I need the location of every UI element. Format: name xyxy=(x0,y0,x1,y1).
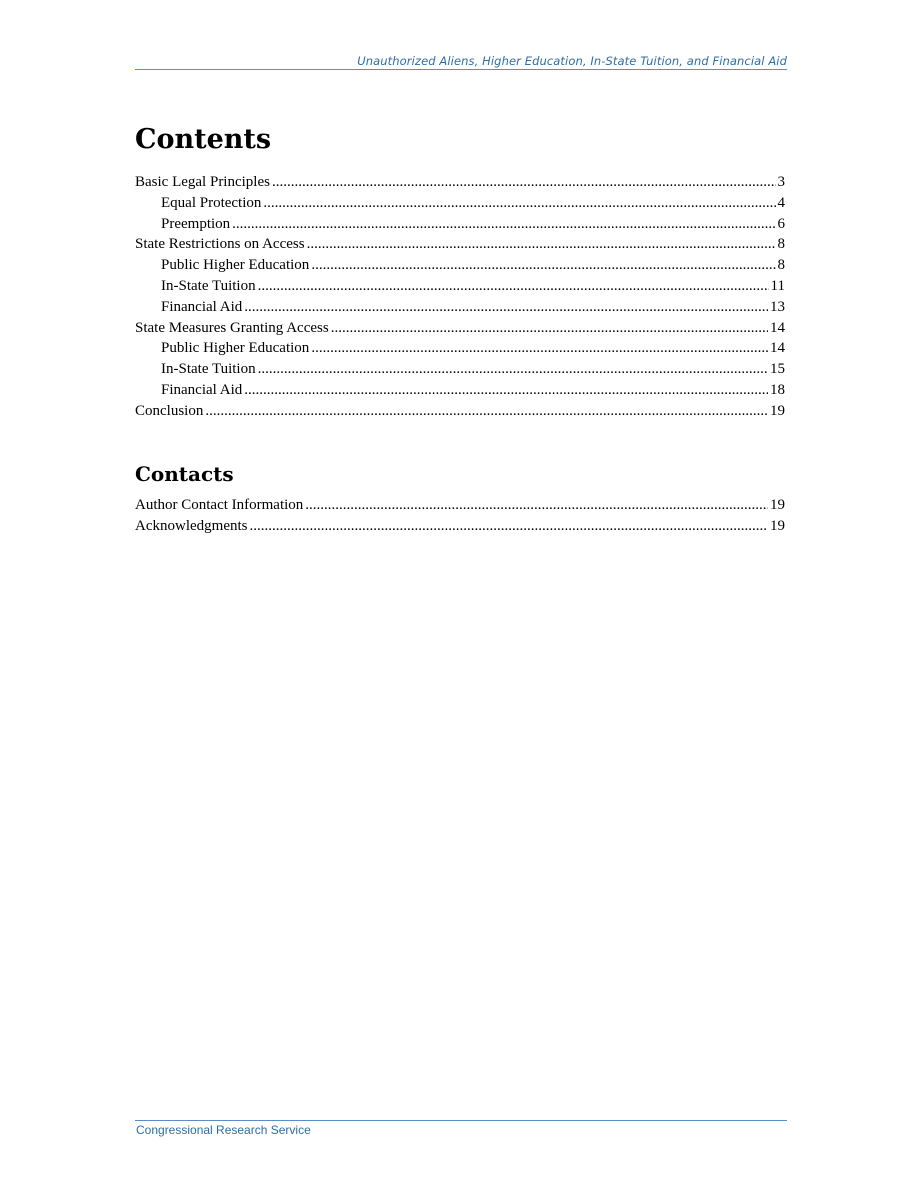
toc-leader-dots xyxy=(311,257,775,274)
toc-entry-page: 3 xyxy=(777,174,785,190)
toc-entry-state-restrictions-on-access[interactable] xyxy=(135,236,785,257)
toc-entry-page: 4 xyxy=(777,194,785,211)
toc-entry-title: In-State Tuition xyxy=(161,361,256,378)
toc-leader-dots xyxy=(244,299,768,316)
toc-entry-restrictions-financial-aid[interactable] xyxy=(135,299,785,320)
toc-entry-title: In-State Tuition xyxy=(161,277,256,294)
footer-organization: Congressional Research Service xyxy=(136,1123,311,1137)
toc-entry-title: Basic Legal Principles xyxy=(135,174,270,190)
contents-list xyxy=(135,174,785,424)
running-header: Unauthorized Aliens, Higher Education, In-State Tuition, and Financial Aid xyxy=(357,54,787,68)
contacts-heading: Contacts xyxy=(135,462,234,486)
toc-leader-dots xyxy=(258,278,769,295)
toc-entry-basic-legal-principles[interactable] xyxy=(135,174,785,195)
toc-leader-dots xyxy=(232,216,775,233)
toc-leader-dots xyxy=(258,361,768,378)
toc-entry-page: 6 xyxy=(777,215,785,232)
toc-entry-acknowledgments[interactable] xyxy=(135,518,785,539)
toc-leader-dots xyxy=(244,382,768,399)
contents-heading: Contents xyxy=(135,124,272,155)
header-rule xyxy=(135,69,787,70)
toc-leader-dots xyxy=(272,174,776,191)
toc-entry-page: 11 xyxy=(770,277,785,294)
toc-entry-page: 13 xyxy=(770,298,785,315)
toc-entry-conclusion[interactable] xyxy=(135,403,785,424)
toc-entry-title: Conclusion xyxy=(135,402,204,419)
toc-leader-dots xyxy=(263,195,775,212)
toc-entry-page: 14 xyxy=(770,340,785,357)
toc-entry-title: State Restrictions on Access xyxy=(135,236,305,253)
toc-entry-title: Equal Protection xyxy=(161,194,262,211)
toc-entry-title: Preemption xyxy=(161,215,231,232)
toc-leader-dots xyxy=(205,403,768,420)
toc-entry-granting-public-higher-education[interactable] xyxy=(135,340,785,361)
toc-entry-page: 15 xyxy=(770,361,785,378)
toc-leader-dots xyxy=(331,320,768,337)
toc-entry-page: 19 xyxy=(770,497,785,513)
toc-entry-title: State Measures Granting Access xyxy=(135,319,329,336)
toc-entry-title: Author Contact Information xyxy=(135,497,304,513)
toc-entry-author-contact-information[interactable] xyxy=(135,497,785,518)
toc-entry-state-measures-granting-access[interactable] xyxy=(135,320,785,341)
toc-entry-granting-in-state-tuition[interactable] xyxy=(135,361,785,382)
toc-leader-dots xyxy=(249,518,768,535)
toc-entry-page: 8 xyxy=(777,257,785,274)
toc-entry-page: 14 xyxy=(770,319,785,336)
toc-entry-page: 8 xyxy=(777,236,785,253)
toc-leader-dots xyxy=(307,236,776,253)
toc-entry-title: Financial Aid xyxy=(161,298,243,315)
toc-leader-dots xyxy=(305,497,768,514)
toc-entry-title: Public Higher Education xyxy=(161,340,310,357)
toc-entry-restrictions-in-state-tuition[interactable] xyxy=(135,278,785,299)
toc-entry-preemption[interactable] xyxy=(135,216,785,237)
toc-entry-page: 19 xyxy=(770,517,785,534)
toc-leader-dots xyxy=(311,340,768,357)
toc-entry-granting-financial-aid[interactable] xyxy=(135,382,785,403)
contacts-list xyxy=(135,497,785,539)
toc-entry-title: Public Higher Education xyxy=(161,257,310,274)
footer-rule xyxy=(135,1120,787,1121)
toc-entry-page: 19 xyxy=(770,402,785,419)
toc-entry-page: 18 xyxy=(770,381,785,398)
toc-entry-equal-protection[interactable] xyxy=(135,195,785,216)
toc-entry-restrictions-public-higher-education[interactable] xyxy=(135,257,785,278)
toc-entry-title: Financial Aid xyxy=(161,381,243,398)
toc-entry-title: Acknowledgments xyxy=(135,517,248,534)
